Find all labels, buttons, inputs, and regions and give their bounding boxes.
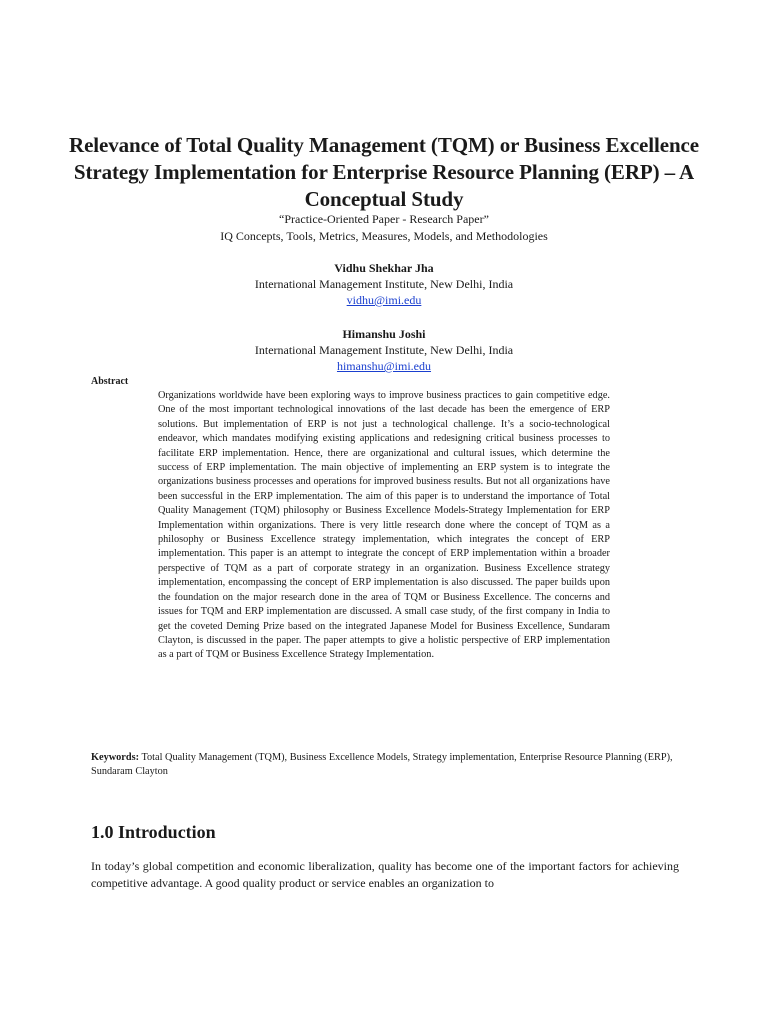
paper-title: Relevance of Total Quality Management (TQM) or Business Excellence Strategy Implementation for Enterprise Resource Planning (ERP) – A Conceptual Study xyxy=(69,133,699,211)
keywords-label: Keywords: xyxy=(91,752,140,763)
paper-track: IQ Concepts, Tools, Metrics, Measures, Models, and Methodologies xyxy=(220,229,548,243)
keywords-text: Total Quality Management (TQM), Business Excellence Models, Strategy implementation, Enterprise Resource Planning (ERP), Sundaram Clayton xyxy=(91,752,673,777)
section-heading-introduction: 1.0 Introduction xyxy=(91,822,216,842)
author-email-link[interactable]: vidhu@imi.edu xyxy=(346,293,422,307)
author-block-2 xyxy=(60,326,708,374)
paper-type: “Practice-Oriented Paper - Research Paper” xyxy=(279,212,489,226)
introduction-text: In today’s global competition and economic liberalization, quality has become one of the important factors for achieving competitive advantage. A good quality product or service enables an organization to xyxy=(91,859,679,890)
author-email-link[interactable]: himanshu@imi.edu xyxy=(336,359,432,373)
abstract-text: Organizations worldwide have been exploring ways to improve business practices to gain competitive edge. One of the most important technological innovations of the last decade has been the emergence of ERP solutions. But implementation of ERP is not just a technological challenge. It’s a socio-technological endeavor, which mandates modifying existing applications and redesigning critical business processes to facilitate ERP implementation. Hence, there are organizational and cultural issues, which determine the success of ERP implementation. The main objective of implementing an ERP system is to integrate the organizations business processes and operations for improved business results. But not all organizations have been successful in the ERP implementation. The aim of this paper is to understand the importance of Total Quality Management (TQM) philosophy or Business Excellence Models-Strategy Implementation for ERP Implementation within organizations. There is very little research done where the concept of TQM as a philosophy or Business Excellence strategy implementation, which integrates the concept of ERP implementation. This paper is an attempt to integrate the concept of ERP implementation within a broader perspective of TQM as a part of corporate strategy in an organization. Business Excellence strategy implementation, encompassing the concept of ERP implementation is also discussed. The paper builds upon the foundation on the major research done in the area of TQM or Business Excellence. The concerns and issues for TQM and ERP implementation are discussed. A small case study, of the first company in India to get the coveted Deming Prize based on the integrated Japanese Model for Business Excellence, Sundaram Clayton, is discussed in the paper. The paper attempts to give a holistic perspective of ERP implementation as a part of TQM or Business Excellence Strategy Implementation. xyxy=(158,390,610,661)
author-affiliation: International Management Institute, New Delhi, India xyxy=(254,343,514,357)
author-block-1 xyxy=(60,260,708,308)
author-name: Himanshu Joshi xyxy=(342,327,426,341)
author-affiliation: International Management Institute, New Delhi, India xyxy=(254,277,514,291)
abstract-label: Abstract xyxy=(91,376,129,387)
keywords-paragraph xyxy=(91,751,677,779)
author-name: Vidhu Shekhar Jha xyxy=(334,261,434,275)
